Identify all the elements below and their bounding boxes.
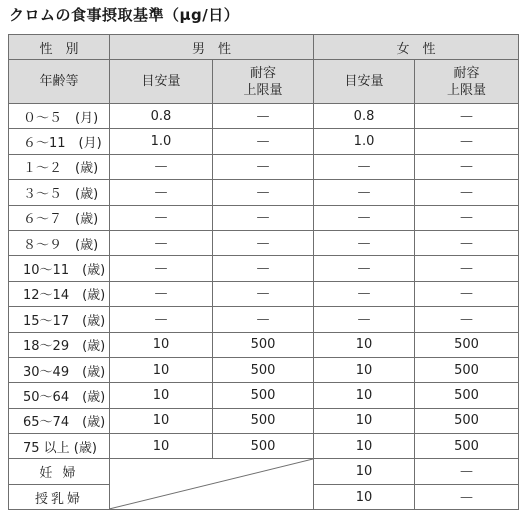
male-ul-cell: 500	[213, 383, 314, 408]
header-ul-line1: 耐容	[250, 65, 277, 81]
male-ul-cell: —	[213, 180, 314, 205]
female-ai-cell: —	[314, 307, 415, 332]
male-ul-cell: 500	[213, 332, 314, 357]
female-ai-cell: 10	[314, 357, 415, 382]
male-ai-cell: —	[110, 180, 213, 205]
table-row	[9, 408, 519, 433]
age-cell: １～２ (歳)	[9, 154, 110, 179]
header-age: 年齢等	[9, 60, 110, 104]
male-ai-cell: 0.8	[110, 104, 213, 129]
header-ul-line2: 上限量	[243, 82, 283, 98]
female-ul-cell: —	[415, 205, 519, 230]
female-ai-cell: 10	[314, 332, 415, 357]
header-female-ul	[415, 60, 519, 104]
age-cell: ６～７ (歳)	[9, 205, 110, 230]
table-row	[9, 332, 519, 357]
age-cell: 妊 婦	[9, 459, 110, 484]
female-ul-cell: 500	[415, 332, 519, 357]
male-ul-cell: —	[213, 307, 314, 332]
female-ai-cell: —	[314, 230, 415, 255]
age-cell: 65～74 (歳)	[9, 408, 110, 433]
diagonal-line	[110, 459, 313, 509]
female-ai-cell: —	[314, 256, 415, 281]
chromium-intake-table	[8, 34, 519, 510]
page-title: クロムの食事摂取基準（μg/日）	[9, 6, 240, 24]
table-row	[9, 434, 519, 459]
header-row-metrics	[9, 60, 519, 104]
table-row	[9, 357, 519, 382]
female-ai-cell: 10	[314, 484, 415, 509]
age-cell: ６～11 (月)	[9, 129, 110, 154]
age-cell: ３～５ (歳)	[9, 180, 110, 205]
female-ul-cell: —	[415, 307, 519, 332]
male-ul-cell: —	[213, 281, 314, 306]
female-ul-cell: —	[415, 129, 519, 154]
age-cell: 50～64 (歳)	[9, 383, 110, 408]
female-ul-cell: 500	[415, 408, 519, 433]
header-male-ul	[213, 60, 314, 104]
header-row-sex	[9, 35, 519, 60]
male-ul-cell: —	[213, 256, 314, 281]
age-cell: 15～17 (歳)	[9, 307, 110, 332]
male-ai-cell: —	[110, 307, 213, 332]
female-ul-cell: —	[415, 281, 519, 306]
table-row	[9, 104, 519, 129]
table-row	[9, 205, 519, 230]
male-ul-cell: —	[213, 205, 314, 230]
header-male-ai: 目安量	[110, 60, 213, 104]
male-ai-cell: 10	[110, 332, 213, 357]
male-ul-cell: —	[213, 230, 314, 255]
table-row	[9, 129, 519, 154]
male-ai-cell: 1.0	[110, 129, 213, 154]
age-cell: 18～29 (歳)	[9, 332, 110, 357]
female-ai-cell: —	[314, 154, 415, 179]
female-ul-cell: 500	[415, 434, 519, 459]
table-row	[9, 459, 519, 484]
table-row	[9, 383, 519, 408]
female-ul-cell: 500	[415, 383, 519, 408]
female-ul-cell: —	[415, 230, 519, 255]
table-body	[9, 104, 519, 510]
male-ul-cell: 500	[213, 434, 314, 459]
male-ul-cell: 500	[213, 357, 314, 382]
header-ul-line1: 耐容	[453, 65, 480, 81]
male-ai-cell: 10	[110, 434, 213, 459]
female-ai-cell: 10	[314, 383, 415, 408]
male-ul-cell: 500	[213, 408, 314, 433]
female-ul-cell: —	[415, 484, 519, 509]
female-ul-cell: 500	[415, 357, 519, 382]
female-ul-cell: —	[415, 459, 519, 484]
header-sex: 性 別	[9, 35, 110, 60]
header-female-ai: 目安量	[314, 60, 415, 104]
age-cell: 10～11 (歳)	[9, 256, 110, 281]
male-ai-cell: 10	[110, 408, 213, 433]
header-male: 男 性	[110, 35, 314, 60]
female-ul-cell: —	[415, 180, 519, 205]
table-row	[9, 180, 519, 205]
female-ai-cell: —	[314, 281, 415, 306]
not-applicable-cell	[110, 459, 314, 510]
male-ul-cell: —	[213, 129, 314, 154]
age-cell: ８～９ (歳)	[9, 230, 110, 255]
age-cell: ０～５ (月)	[9, 104, 110, 129]
male-ul-cell: —	[213, 104, 314, 129]
age-cell: 12～14 (歳)	[9, 281, 110, 306]
age-cell: 75 以上 (歳)	[9, 434, 110, 459]
female-ul-cell: —	[415, 154, 519, 179]
female-ai-cell: —	[314, 205, 415, 230]
male-ai-cell: —	[110, 154, 213, 179]
female-ul-cell: —	[415, 104, 519, 129]
male-ai-cell: 10	[110, 383, 213, 408]
header-female: 女 性	[314, 35, 519, 60]
male-ai-cell: —	[110, 281, 213, 306]
female-ai-cell: 0.8	[314, 104, 415, 129]
table-row	[9, 307, 519, 332]
male-ul-cell: —	[213, 154, 314, 179]
age-cell: 授乳婦	[9, 484, 110, 509]
table-row	[9, 230, 519, 255]
male-ai-cell: 10	[110, 357, 213, 382]
table-row	[9, 256, 519, 281]
male-ai-cell: —	[110, 256, 213, 281]
header-ul-line2: 上限量	[447, 82, 487, 98]
male-ai-cell: —	[110, 230, 213, 255]
age-cell: 30～49 (歳)	[9, 357, 110, 382]
female-ai-cell: 10	[314, 434, 415, 459]
table-row	[9, 281, 519, 306]
female-ai-cell: 10	[314, 459, 415, 484]
female-ai-cell: 1.0	[314, 129, 415, 154]
female-ai-cell: 10	[314, 408, 415, 433]
female-ul-cell: —	[415, 256, 519, 281]
female-ai-cell: —	[314, 180, 415, 205]
table-row	[9, 154, 519, 179]
male-ai-cell: —	[110, 205, 213, 230]
